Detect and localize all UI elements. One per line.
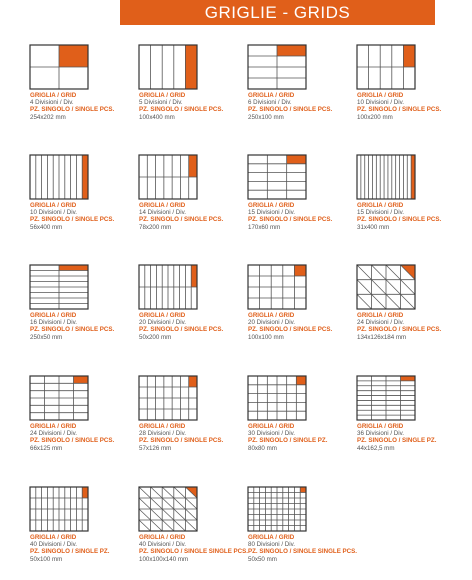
- grid-diagram: [139, 487, 197, 531]
- orange-cell: [296, 376, 306, 385]
- grid-divisions: 14 Divisioni / Div.: [139, 209, 186, 217]
- grid-diagram: [357, 155, 415, 199]
- grid-title: GRIGLIA / GRID: [139, 92, 186, 99]
- grid-divisions: 4 Divisioni / Div.: [30, 99, 74, 107]
- grid-pieces: PZ. SINGOLO / SINGLE SINGLE PCS.: [248, 548, 357, 556]
- grid-caption: [139, 202, 249, 231]
- grid-caption: [30, 312, 140, 341]
- grid-caption: [248, 423, 358, 452]
- grid-size: 50x100 mm: [30, 555, 63, 563]
- grid-caption: [30, 423, 140, 452]
- grid-title: GRIGLIA / GRID: [248, 202, 295, 209]
- grid-diagram: [139, 45, 197, 89]
- grid-size: 170x60 mm: [248, 223, 281, 231]
- grid-caption: [357, 312, 467, 341]
- grid-pieces: PZ. SINGOLO / SINGLE PZ.: [357, 437, 437, 445]
- grid-diagram: [30, 155, 88, 199]
- grid-caption: [139, 312, 249, 341]
- grid-pieces: PZ. SINGOLO / SINGLE PCS.: [30, 437, 115, 445]
- grid-product-card: [30, 376, 140, 452]
- grid-product-card: [248, 265, 358, 341]
- grid-caption: [248, 312, 358, 341]
- grid-product-card: [30, 487, 140, 563]
- grid-pieces: PZ. SINGOLO / SINGLE PCS.: [139, 326, 224, 334]
- grid-title: GRIGLIA / GRID: [30, 534, 77, 541]
- grid-divisions: 20 Divisioni / Div.: [248, 319, 295, 327]
- grid-diagram: [139, 265, 197, 309]
- grid-diagram: [30, 265, 88, 309]
- grid-title: GRIGLIA / GRID: [139, 534, 186, 541]
- orange-cell: [403, 45, 415, 67]
- grid-size: 80x80 mm: [248, 444, 277, 452]
- orange-cell: [59, 45, 88, 67]
- grid-product-card: [357, 376, 467, 452]
- grid-divisions: 40 Divisioni / Div.: [30, 541, 77, 549]
- orange-cell: [189, 376, 197, 387]
- grid-caption: [357, 92, 467, 121]
- grid-product-card: [139, 155, 249, 231]
- grid-pieces: PZ. SINGOLO / SINGLE SINGLE PCS.: [139, 548, 248, 556]
- grid-caption: [248, 92, 358, 121]
- grid-product-card: [357, 155, 467, 231]
- grid-diagram: [139, 376, 197, 420]
- orange-cell: [277, 45, 306, 56]
- grid-product-card: [248, 376, 358, 452]
- grid-divisions: 20 Divisioni / Div.: [139, 319, 186, 327]
- grid-diagram: [30, 487, 88, 531]
- orange-cell: [74, 376, 89, 383]
- grid-product-card: [139, 45, 249, 121]
- grid-caption: [248, 534, 358, 563]
- grid-size: 100x400 mm: [139, 113, 175, 121]
- grid-title: GRIGLIA / GRID: [248, 534, 295, 541]
- orange-cell: [185, 45, 197, 89]
- grid-size: 100x100 mm: [248, 333, 284, 341]
- grid-title: GRIGLIA / GRID: [248, 423, 295, 430]
- grid-size: 44x162,5 mm: [357, 444, 395, 452]
- orange-cell: [82, 487, 88, 498]
- grid-caption: [357, 423, 467, 452]
- grid-diagram: [248, 155, 306, 199]
- orange-cell: [59, 265, 88, 271]
- grid-caption: [139, 92, 249, 121]
- grid-title: GRIGLIA / GRID: [139, 202, 186, 209]
- grid-size: 57x126 mm: [139, 444, 172, 452]
- grid-diagram: [248, 265, 306, 309]
- grid-product-card: [357, 265, 467, 341]
- grid-product-card: [248, 45, 358, 121]
- grid-size: 134x126x184 mm: [357, 333, 407, 341]
- grid-pieces: PZ. SINGOLO / SINGLE PCS.: [30, 106, 115, 114]
- orange-cell: [294, 265, 306, 276]
- grid-divisions: 30 Divisioni / Div.: [248, 430, 295, 438]
- grid-size: 254x202 mm: [30, 113, 66, 121]
- orange-cell: [191, 265, 197, 287]
- grid-caption: [139, 423, 249, 452]
- grid-diagram: [357, 265, 415, 309]
- grid-divisions: 28 Divisioni / Div.: [139, 430, 186, 438]
- grid-product-card: [357, 45, 467, 121]
- grid-diagram: [139, 155, 197, 199]
- grid-size: 56x400 mm: [30, 223, 63, 231]
- grid-pieces: PZ. SINGOLO / SINGLE PCS.: [357, 216, 442, 224]
- grid-title: GRIGLIA / GRID: [357, 92, 404, 99]
- grid-size: 50x200 mm: [139, 333, 172, 341]
- grid-divisions: 80 Divisioni / Div.: [248, 541, 295, 549]
- grid-divisions: 15 Divisioni / Div.: [357, 209, 404, 217]
- grid-pieces: PZ. SINGOLO / SINGLE PCS.: [30, 216, 115, 224]
- grid-caption: [30, 534, 140, 563]
- grid-caption: [30, 92, 140, 121]
- grid-divisions: 6 Divisioni / Div.: [248, 99, 292, 107]
- grid-diagram: [30, 376, 88, 420]
- grid-pieces: PZ. SINGOLO / SINGLE PCS.: [139, 106, 224, 114]
- orange-cell: [401, 376, 416, 381]
- grid-diagram: [248, 376, 306, 420]
- grid-size: 100x200 mm: [357, 113, 393, 121]
- grid-pieces: PZ. SINGOLO / SINGLE PZ.: [248, 437, 328, 445]
- grid-title: GRIGLIA / GRID: [139, 423, 186, 430]
- grid-pieces: PZ. SINGOLO / SINGLE PCS.: [139, 437, 224, 445]
- orange-cell: [300, 487, 306, 493]
- grid-diagram: [248, 487, 306, 531]
- grid-pieces: PZ. SINGOLO / SINGLE PCS.: [357, 106, 442, 114]
- orange-cell: [82, 155, 88, 199]
- grid-title: GRIGLIA / GRID: [357, 202, 404, 209]
- grid-title: GRIGLIA / GRID: [30, 202, 77, 209]
- grid-size: 250x100 mm: [248, 113, 284, 121]
- grid-product-card: [248, 487, 358, 563]
- grid-pieces: PZ. SINGOLO / SINGLE PCS.: [357, 326, 442, 334]
- grid-diagram: [357, 45, 415, 89]
- page-title: GRIGLIE - GRIDS: [120, 0, 435, 25]
- grid-product-card: [248, 155, 358, 231]
- grid-title: GRIGLIA / GRID: [30, 312, 77, 319]
- grid-title: GRIGLIA / GRID: [30, 92, 77, 99]
- grid-caption: [357, 202, 467, 231]
- grid-pieces: PZ. SINGOLO / SINGLE PCS.: [139, 216, 224, 224]
- grid-product-card: [139, 487, 249, 563]
- grid-divisions: 10 Divisioni / Div.: [30, 209, 77, 217]
- grid-caption: [30, 202, 140, 231]
- orange-cell: [287, 155, 306, 164]
- grid-size: 50x50 mm: [248, 555, 277, 563]
- grid-pieces: PZ. SINGOLO / SINGLE PCS.: [30, 326, 115, 334]
- grid-divisions: 5 Divisioni / Div.: [139, 99, 183, 107]
- grid-product-card: [139, 265, 249, 341]
- grid-pieces: PZ. SINGOLO / SINGLE PCS.: [248, 216, 333, 224]
- grid-product-card: [30, 265, 140, 341]
- grid-size: 66x125 mm: [30, 444, 63, 452]
- grid-pieces: PZ. SINGOLO / SINGLE PZ.: [30, 548, 110, 556]
- grid-divisions: 16 Divisioni / Div.: [30, 319, 77, 327]
- grid-divisions: 10 Divisioni / Div.: [357, 99, 404, 107]
- grid-product-card: [30, 45, 140, 121]
- grid-title: GRIGLIA / GRID: [30, 423, 77, 430]
- grid-title: GRIGLIA / GRID: [248, 312, 295, 319]
- grid-divisions: 36 Divisioni / Div.: [357, 430, 404, 438]
- grid-divisions: 40 Divisioni / Div.: [139, 541, 186, 549]
- grid-divisions: 24 Divisioni / Div.: [30, 430, 77, 438]
- grid-size: 31x400 mm: [357, 223, 390, 231]
- grid-title: GRIGLIA / GRID: [357, 312, 404, 319]
- grid-size: 78x200 mm: [139, 223, 172, 231]
- grid-caption: [248, 202, 358, 231]
- grid-product-card: [139, 376, 249, 452]
- grid-title: GRIGLIA / GRID: [357, 423, 404, 430]
- grid-pieces: PZ. SINGOLO / SINGLE PCS.: [248, 326, 333, 334]
- grid-title: GRIGLIA / GRID: [248, 92, 295, 99]
- grid-pieces: PZ. SINGOLO / SINGLE PCS.: [248, 106, 333, 114]
- grid-divisions: 24 Divisioni / Div.: [357, 319, 404, 327]
- grid-caption: [139, 534, 249, 563]
- grid-product-card: [30, 155, 140, 231]
- grid-title: GRIGLIA / GRID: [139, 312, 186, 319]
- grid-size: 250x50 mm: [30, 333, 63, 341]
- orange-cell: [189, 155, 197, 177]
- grid-diagram: [30, 45, 88, 89]
- grid-divisions: 15 Divisioni / Div.: [248, 209, 295, 217]
- grid-size: 100x100x140 mm: [139, 555, 189, 563]
- grid-diagram: [248, 45, 306, 89]
- grid-diagram: [357, 376, 415, 420]
